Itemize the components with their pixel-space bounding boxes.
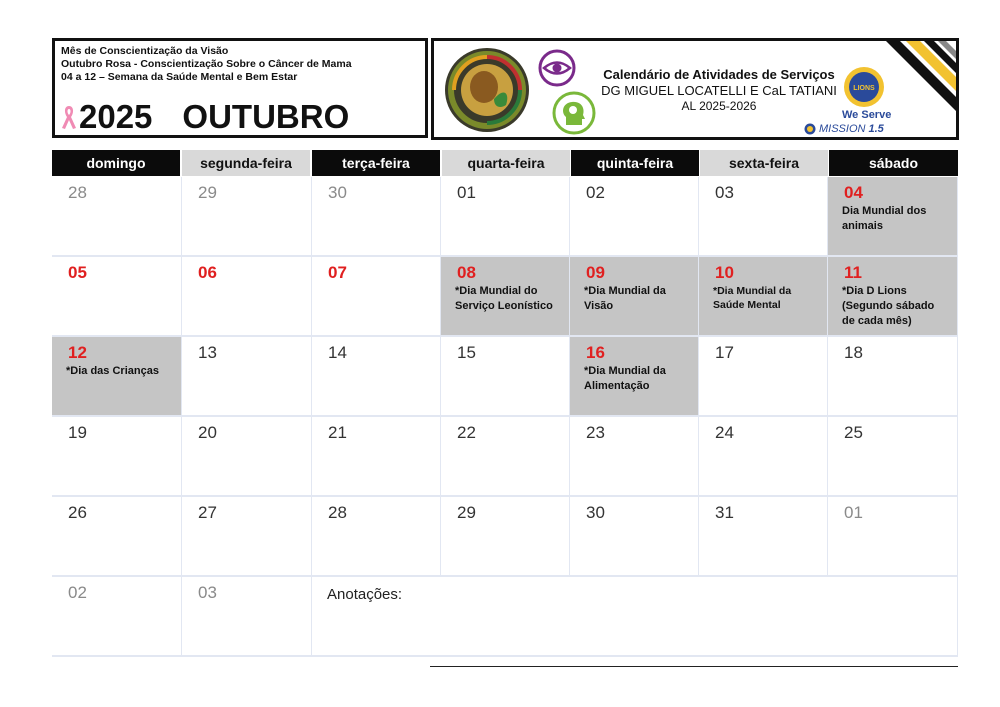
day-cell[interactable]	[699, 497, 828, 577]
day-number: 08	[457, 263, 476, 282]
weekday-header-friday: sexta-feira	[700, 150, 828, 176]
day-number: 24	[715, 423, 734, 442]
day-number: 30	[586, 503, 605, 522]
day-cell[interactable]	[182, 577, 312, 657]
day-cell[interactable]	[52, 177, 182, 257]
day-cell[interactable]	[312, 417, 441, 497]
day-cell[interactable]	[570, 417, 699, 497]
district-logo-icon	[444, 47, 530, 133]
weekday-header-sunday: domingo	[52, 150, 180, 176]
calendar-year: 2025	[79, 98, 153, 135]
day-number: 03	[198, 583, 217, 602]
day-cell[interactable]	[52, 337, 182, 417]
calendar-title	[61, 99, 349, 135]
day-number: 10	[715, 263, 734, 282]
annotations-area[interactable]	[312, 577, 958, 657]
day-number: 05	[68, 263, 87, 282]
day-cell[interactable]	[699, 337, 828, 417]
weekday-header-wednesday: quarta-feira	[442, 150, 570, 176]
weekday-header-thursday: quinta-feira	[571, 150, 699, 176]
day-cell[interactable]	[441, 337, 570, 417]
weekday-header-saturday: sábado	[829, 150, 958, 176]
weekday-header-monday: segunda-feira	[182, 150, 310, 176]
day-number: 17	[715, 343, 734, 362]
day-cell[interactable]	[441, 417, 570, 497]
day-number: 21	[328, 423, 347, 442]
event-label: *Dia Mundial da Saúde Mental	[713, 285, 792, 311]
svg-text:LIONS: LIONS	[853, 85, 875, 92]
day-cell[interactable]	[312, 337, 441, 417]
day-cell[interactable]	[182, 497, 312, 577]
day-number: 06	[198, 263, 217, 282]
day-cell[interactable]	[699, 417, 828, 497]
day-number: 01	[844, 503, 863, 522]
day-number: 29	[457, 503, 476, 522]
day-cell[interactable]	[312, 177, 441, 257]
pink-ribbon-icon	[61, 104, 77, 130]
signature-line	[430, 666, 958, 667]
we-serve-label: We Serve	[842, 109, 892, 121]
day-number: 09	[586, 263, 605, 282]
day-cell[interactable]	[52, 497, 182, 577]
weekday-header-tuesday: terça-feira	[312, 150, 440, 176]
mission-version: 1.5	[868, 123, 884, 135]
day-number: 29	[198, 183, 217, 202]
day-cell[interactable]	[182, 257, 312, 337]
calendar-header-right	[431, 38, 959, 140]
day-number: 18	[844, 343, 863, 362]
event-label: *Dia Mundial da Alimentação	[584, 365, 666, 392]
day-cell[interactable]	[182, 417, 312, 497]
day-number: 28	[68, 183, 87, 202]
eye-icon	[538, 49, 576, 87]
day-cell[interactable]	[699, 257, 828, 337]
awareness-note-vision: Mês de Conscientização da Visão	[61, 45, 229, 57]
event-label: *Dia D Lions (Segundo sábado de cada mês)	[842, 285, 935, 327]
day-number: 01	[457, 183, 476, 202]
calendar-header-left	[52, 38, 428, 138]
day-cell[interactable]	[52, 577, 182, 657]
day-cell[interactable]	[828, 337, 958, 417]
lions-mini-icon	[804, 123, 816, 135]
day-cell[interactable]	[699, 177, 828, 257]
day-cell[interactable]	[570, 257, 699, 337]
day-number: 19	[68, 423, 87, 442]
day-number: 26	[68, 503, 87, 522]
awareness-note-pink-october: Outubro Rosa - Conscientização Sobre o Câncer de Mama	[61, 58, 352, 70]
day-cell[interactable]	[828, 177, 958, 257]
day-number: 25	[844, 423, 863, 442]
day-number: 22	[457, 423, 476, 442]
day-number: 20	[198, 423, 217, 442]
day-cell[interactable]	[441, 177, 570, 257]
day-cell[interactable]	[570, 497, 699, 577]
day-number: 16	[586, 343, 605, 362]
day-number: 15	[457, 343, 476, 362]
day-cell[interactable]	[52, 257, 182, 337]
awareness-note-mental-health-week: 04 a 12 – Semana da Saúde Mental e Bem Estar	[61, 71, 298, 83]
day-cell[interactable]	[441, 497, 570, 577]
day-number: 27	[198, 503, 217, 522]
day-cell[interactable]	[828, 497, 958, 577]
day-cell[interactable]	[52, 417, 182, 497]
day-cell[interactable]	[441, 257, 570, 337]
event-label: *Dia Mundial do Serviço Leonístico	[455, 285, 553, 312]
day-number: 11	[844, 263, 862, 282]
day-cell[interactable]	[312, 257, 441, 337]
service-calendar-title: Calendário de Atividades de Serviços	[603, 67, 835, 82]
day-number: 31	[715, 503, 734, 522]
governor-names: DG MIGUEL LOCATELLI E CaL TATIANI	[601, 83, 837, 98]
day-cell[interactable]	[828, 417, 958, 497]
day-number: 07	[328, 263, 347, 282]
event-label: *Dia das Crianças	[66, 365, 159, 377]
mission-label: MISSION	[819, 123, 866, 135]
day-number: 02	[586, 183, 605, 202]
event-label: Dia Mundial dos animais	[842, 205, 927, 232]
day-cell[interactable]	[570, 337, 699, 417]
mission-badge	[804, 123, 884, 135]
day-cell[interactable]	[828, 257, 958, 337]
day-number: 04	[844, 183, 863, 202]
day-cell[interactable]	[182, 177, 312, 257]
day-cell[interactable]	[182, 337, 312, 417]
day-cell[interactable]	[312, 497, 441, 577]
day-number: 13	[198, 343, 217, 362]
day-number: 12	[68, 343, 87, 362]
day-number: 23	[586, 423, 605, 442]
lion-year: AL 2025-2026	[681, 99, 757, 113]
calendar-month: OUTUBRO	[182, 98, 350, 135]
day-number: 30	[328, 183, 347, 202]
day-number: 14	[328, 343, 347, 362]
day-number: 02	[68, 583, 87, 602]
decorative-stripes	[876, 41, 956, 137]
day-cell[interactable]	[570, 177, 699, 257]
annotations-label: Anotações:	[327, 586, 403, 603]
day-number: 28	[328, 503, 347, 522]
day-number: 03	[715, 183, 734, 202]
event-label: *Dia Mundial da Visão	[584, 285, 666, 312]
